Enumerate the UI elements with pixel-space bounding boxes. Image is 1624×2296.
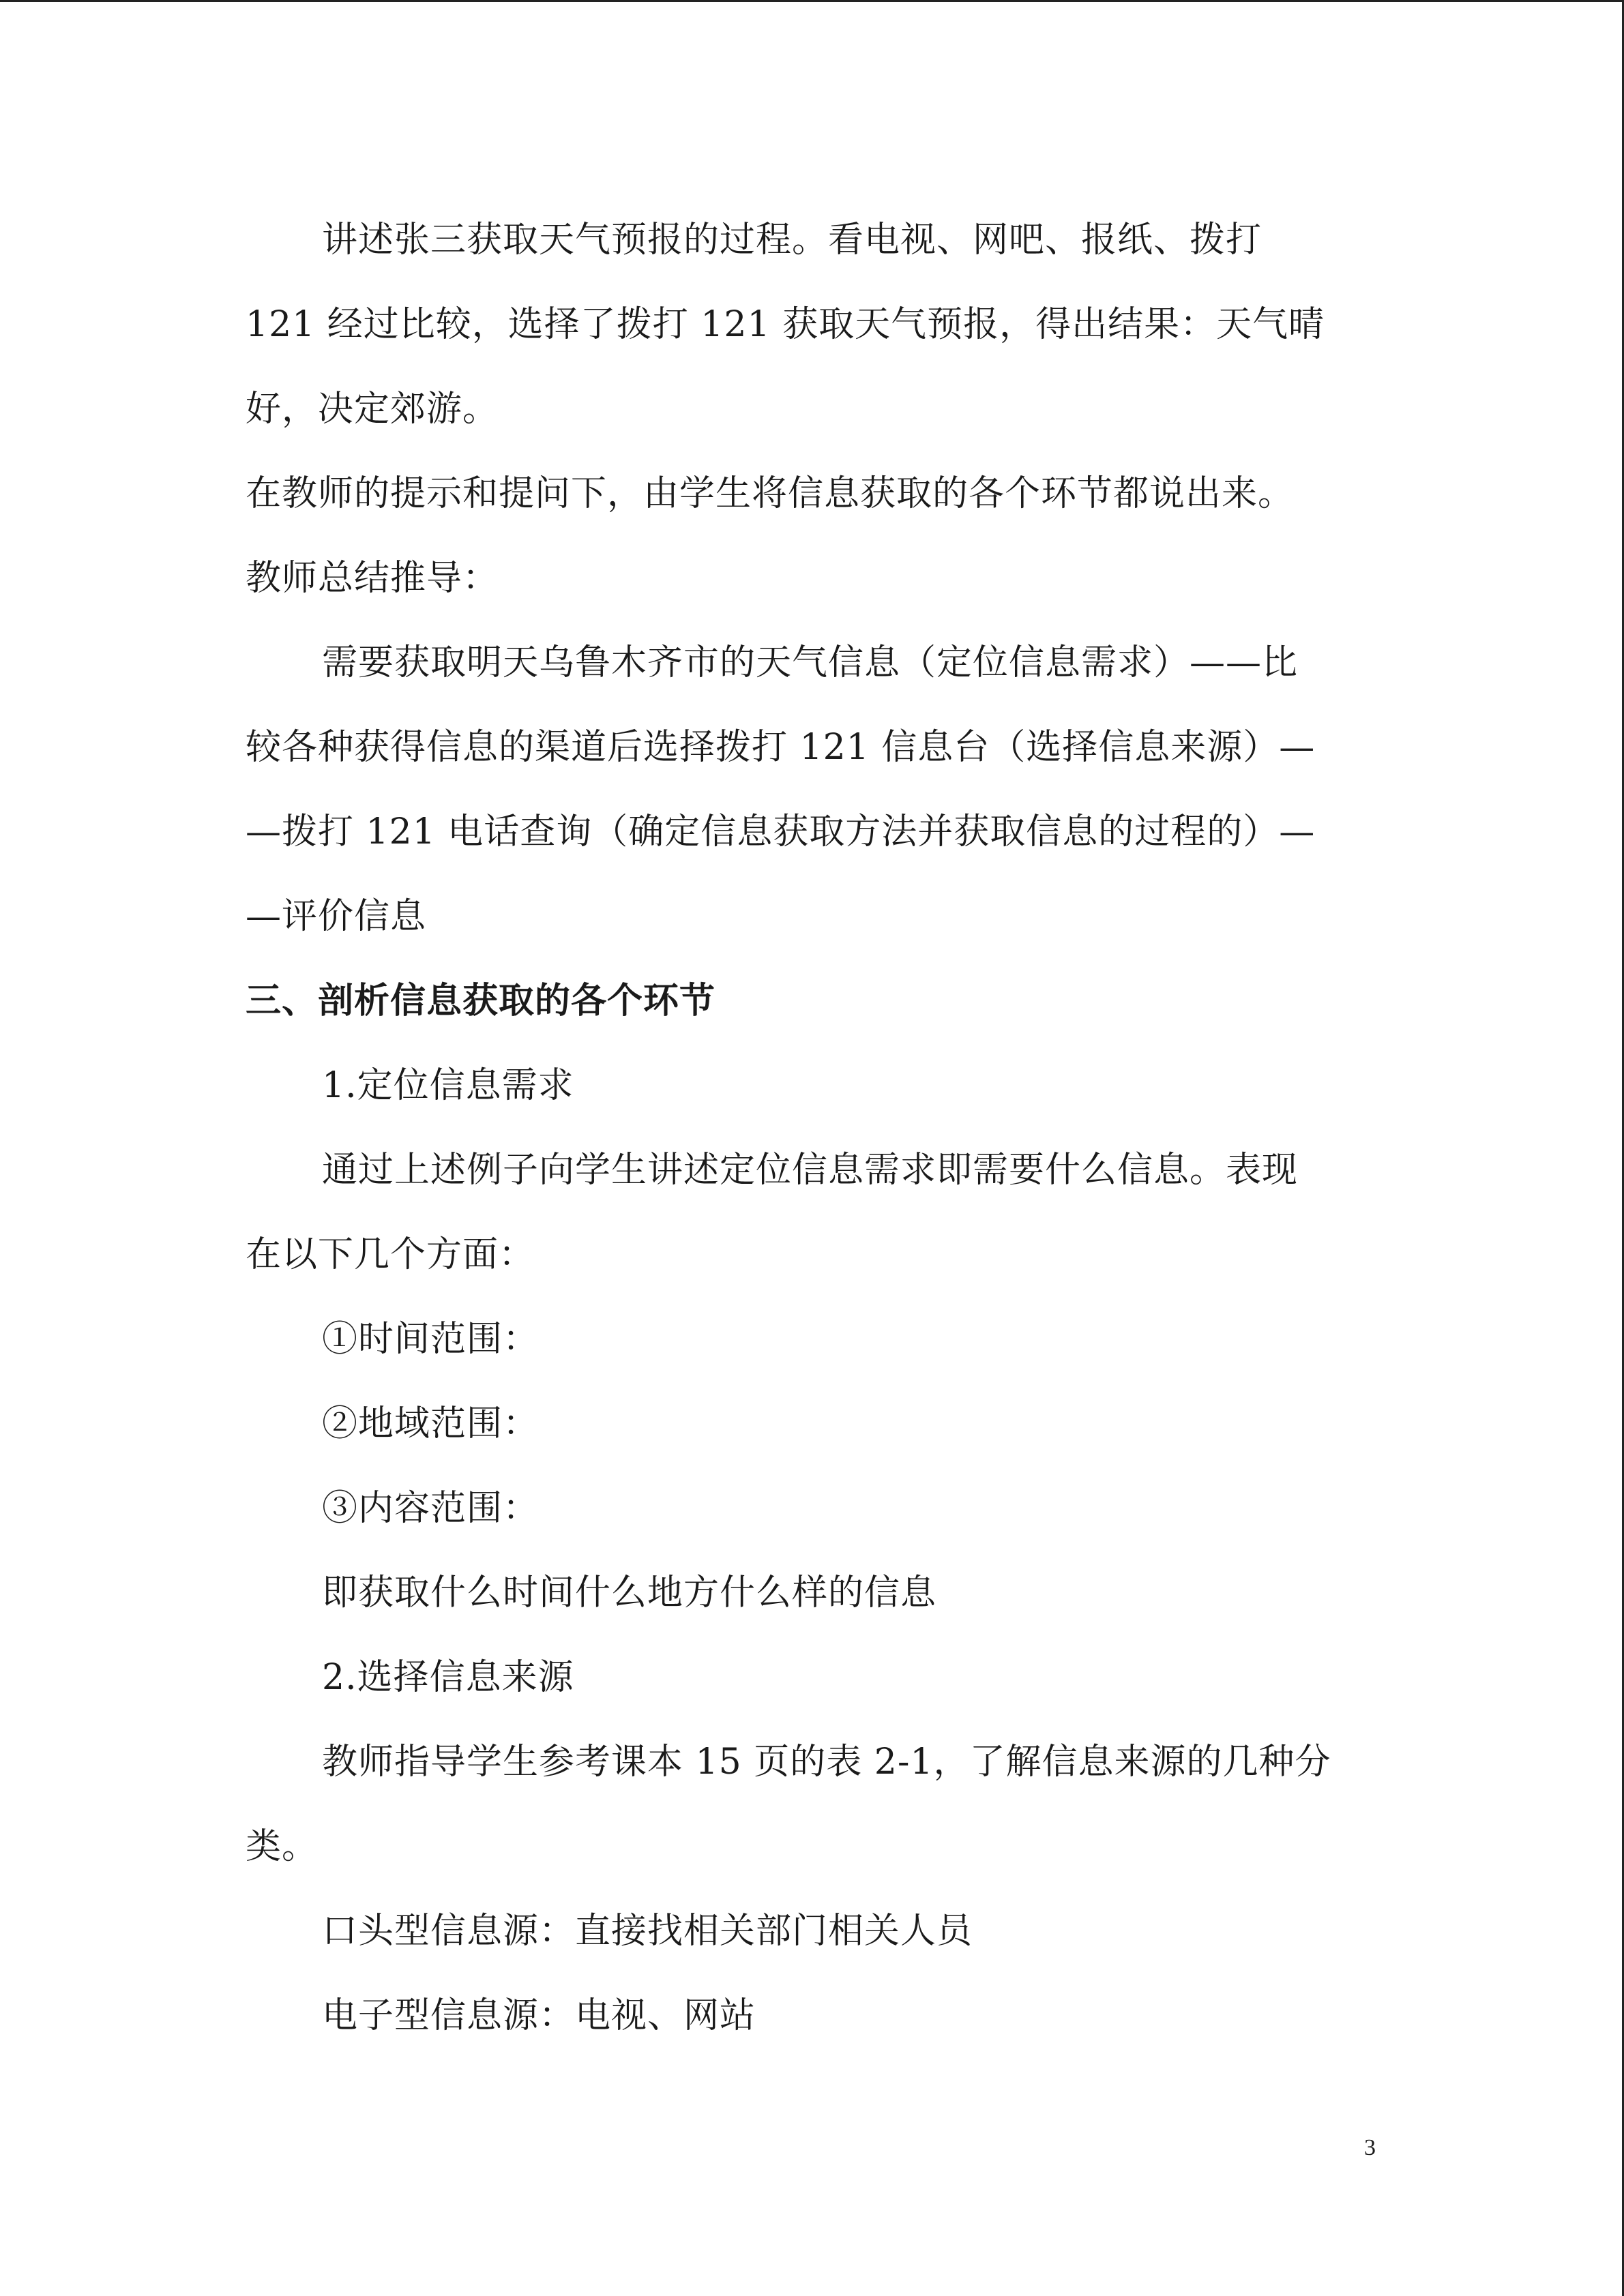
paragraph-line: 教师总结推导： — [246, 558, 499, 599]
paragraph-line: 在以下几个方面： — [246, 1234, 535, 1275]
paragraph-line: 通过上述例子向学生讲述定位信息需求即需要什么信息。表现 — [322, 1150, 1299, 1191]
paragraph-line: —拨打 121 电话查询（确定信息获取方法并获取信息的过程的）— — [246, 811, 1316, 852]
paragraph-line: 好，决定郊游。 — [246, 389, 499, 430]
paragraph-line: 讲述张三获取天气预报的过程。看电视、网吧、报纸、拨打 — [322, 220, 1263, 260]
paragraph-line: 电子型信息源：电视、网站 — [322, 1995, 756, 2036]
paragraph-line: 即获取什么时间什么地方什么样的信息 — [322, 1572, 937, 1613]
page-number: 3 — [1364, 2135, 1376, 2160]
list-item: ③内容范围： — [322, 1488, 540, 1529]
paragraph-line: —评价信息 — [246, 896, 427, 937]
paragraph-line: 121 经过比较，选择了拨打 121 获取天气预报，得出结果：天气晴 — [246, 304, 1325, 345]
paragraph-line: 在教师的提示和提问下，由学生将信息获取的各个环节都说出来。 — [246, 473, 1295, 514]
list-item: ①时间范围： — [322, 1319, 540, 1360]
paragraph-line: 口头型信息源：直接找相关部门相关人员 — [322, 1911, 973, 1952]
paragraph-line: 较各种获得信息的渠道后选择拨打 121 信息台（选择信息来源）— — [246, 727, 1316, 768]
section-heading: 三、剖析信息获取的各个环节 — [246, 981, 716, 1022]
list-item: ②地域范围： — [322, 1403, 540, 1444]
paragraph-line: 教师指导学生参考课本 15 页的表 2-1，了解信息来源的几种分 — [322, 1742, 1331, 1783]
subsection-heading: 1.定位信息需求 — [322, 1065, 574, 1106]
paragraph-line: 需要获取明天乌鲁木齐市的天气信息（定位信息需求）——比 — [322, 642, 1299, 683]
subsection-heading: 2.选择信息来源 — [322, 1657, 574, 1698]
paragraph-line: 类。 — [246, 1826, 319, 1867]
